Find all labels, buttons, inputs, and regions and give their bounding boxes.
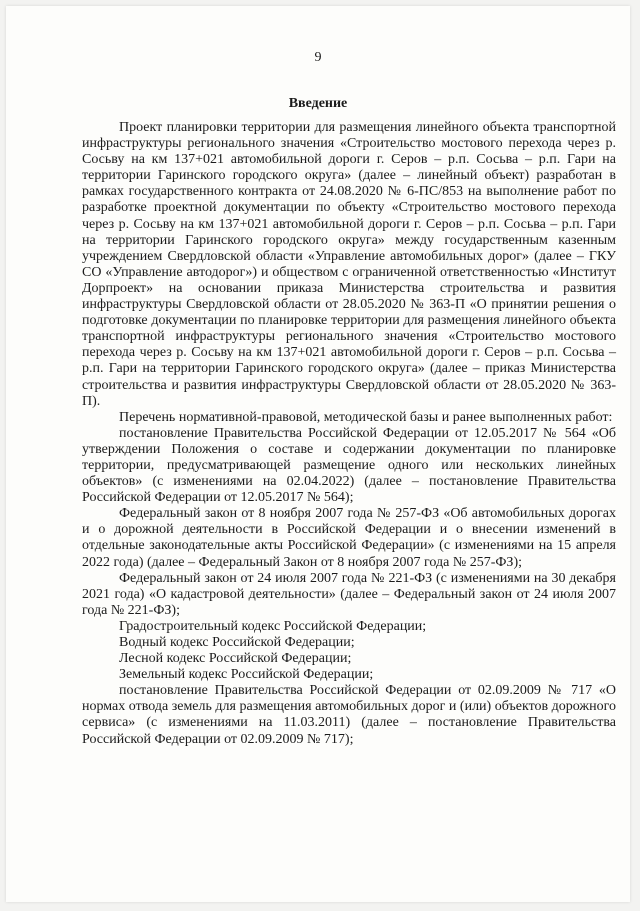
list-item: Водный кодекс Российской Федерации; <box>119 635 355 650</box>
section-title: Введение <box>288 96 348 111</box>
paragraph-intro: Проект планировки территории для размещения линейного объекта транспортной инфраструктуры регионального значения «Строительство мостового перехода через р. Сосьву на км 137+021 автомобильной дороги г. Серов – р.п. Сосьва – р.п. Гари на территории Гаринского городского округа» (далее – линейный объект) разработан в рамках государственного контракта от 24.08.2020 № 6-ПС/853 на выполнение работ по разработке проектной документации по объекту «Строительство мостового перехода через р. Сосьву на км 137+021 автомобильной дороги г. Серов – р.п. Сосьва – р.п. Гари на территории Гаринского городского округа» между государственным казенным учреждением Свердловской области «Управление автомобильных дорог» (далее – ГКУ СО «Управление автодорог») и обществом с ограниченной ответственностью «Институт Дорпроект» на основании приказа Министерства строительства и развития инфраструктуры Свердловской области от 28.05.2020 № 363-П «О принятии решения о подготовке документации по планировке территории для размещения линейного объекта транспортной инфраструктуры регионального значения «Строительство мостового перехода через р. Сосьву на км 137+021 автомобильной дороги г. Серов – р.п. Сосьва – р.п. Гари на территории Гаринского городского округа» (далее – приказ Министерства строительства и развития инфраструктуры Свердловской области от 28.05.2020 № 363-П). <box>82 120 616 409</box>
page-number: 9 <box>314 50 322 65</box>
document-body <box>82 120 616 748</box>
list-item: Градостроительный кодекс Российской Федерации; <box>119 618 427 634</box>
list-item: постановление Правительства Российской Федерации от 12.05.2017 № 564 «Об утверждении Положения о составе и содержании документации по планировке территории, предусматривающей размещение одного или нескольких линейных объектов» (с изменениями на 02.04.2022) (далее – постановление Правительства Российской Федерации от 12.05.2017 № 564); <box>82 425 616 506</box>
list-item: Лесной кодекс Российской Федерации; <box>119 651 352 667</box>
document-page <box>6 6 630 902</box>
list-item: Федеральный закон от 8 ноября 2007 года № 257-ФЗ «Об автомобильных дорогах и о дорожной деятельности в Российской Федерации и о внесении изменений в отдельные законодательные акты Российской Федерации» (с изменениями на 15 апреля 2022 года) (далее – Федеральный Закон от 8 ноября 2007 года № 257-ФЗ); <box>82 506 616 570</box>
list-item: Земельный кодекс Российской Федерации; <box>119 667 374 683</box>
list-item: постановление Правительства Российской Федерации от 02.09.2009 № 717 «О нормах отвода земель для размещения автомобильных дорог и (или) объектов дорожного сервиса» (с изменениями на 11.03.2011) (далее – постановление Правительства Российской Федерации от 02.09.2009 № 717); <box>82 683 616 747</box>
paragraph-list-intro: Перечень нормативной-правовой, методической базы и ранее выполненных работ: <box>119 409 613 425</box>
list-item: Федеральный закон от 24 июля 2007 года № 221-ФЗ (с изменениями на 30 декабря 2021 года) «О кадастровой деятельности» (далее – Федеральный закон от 24 июля 2007 года № 221-ФЗ); <box>82 570 616 618</box>
